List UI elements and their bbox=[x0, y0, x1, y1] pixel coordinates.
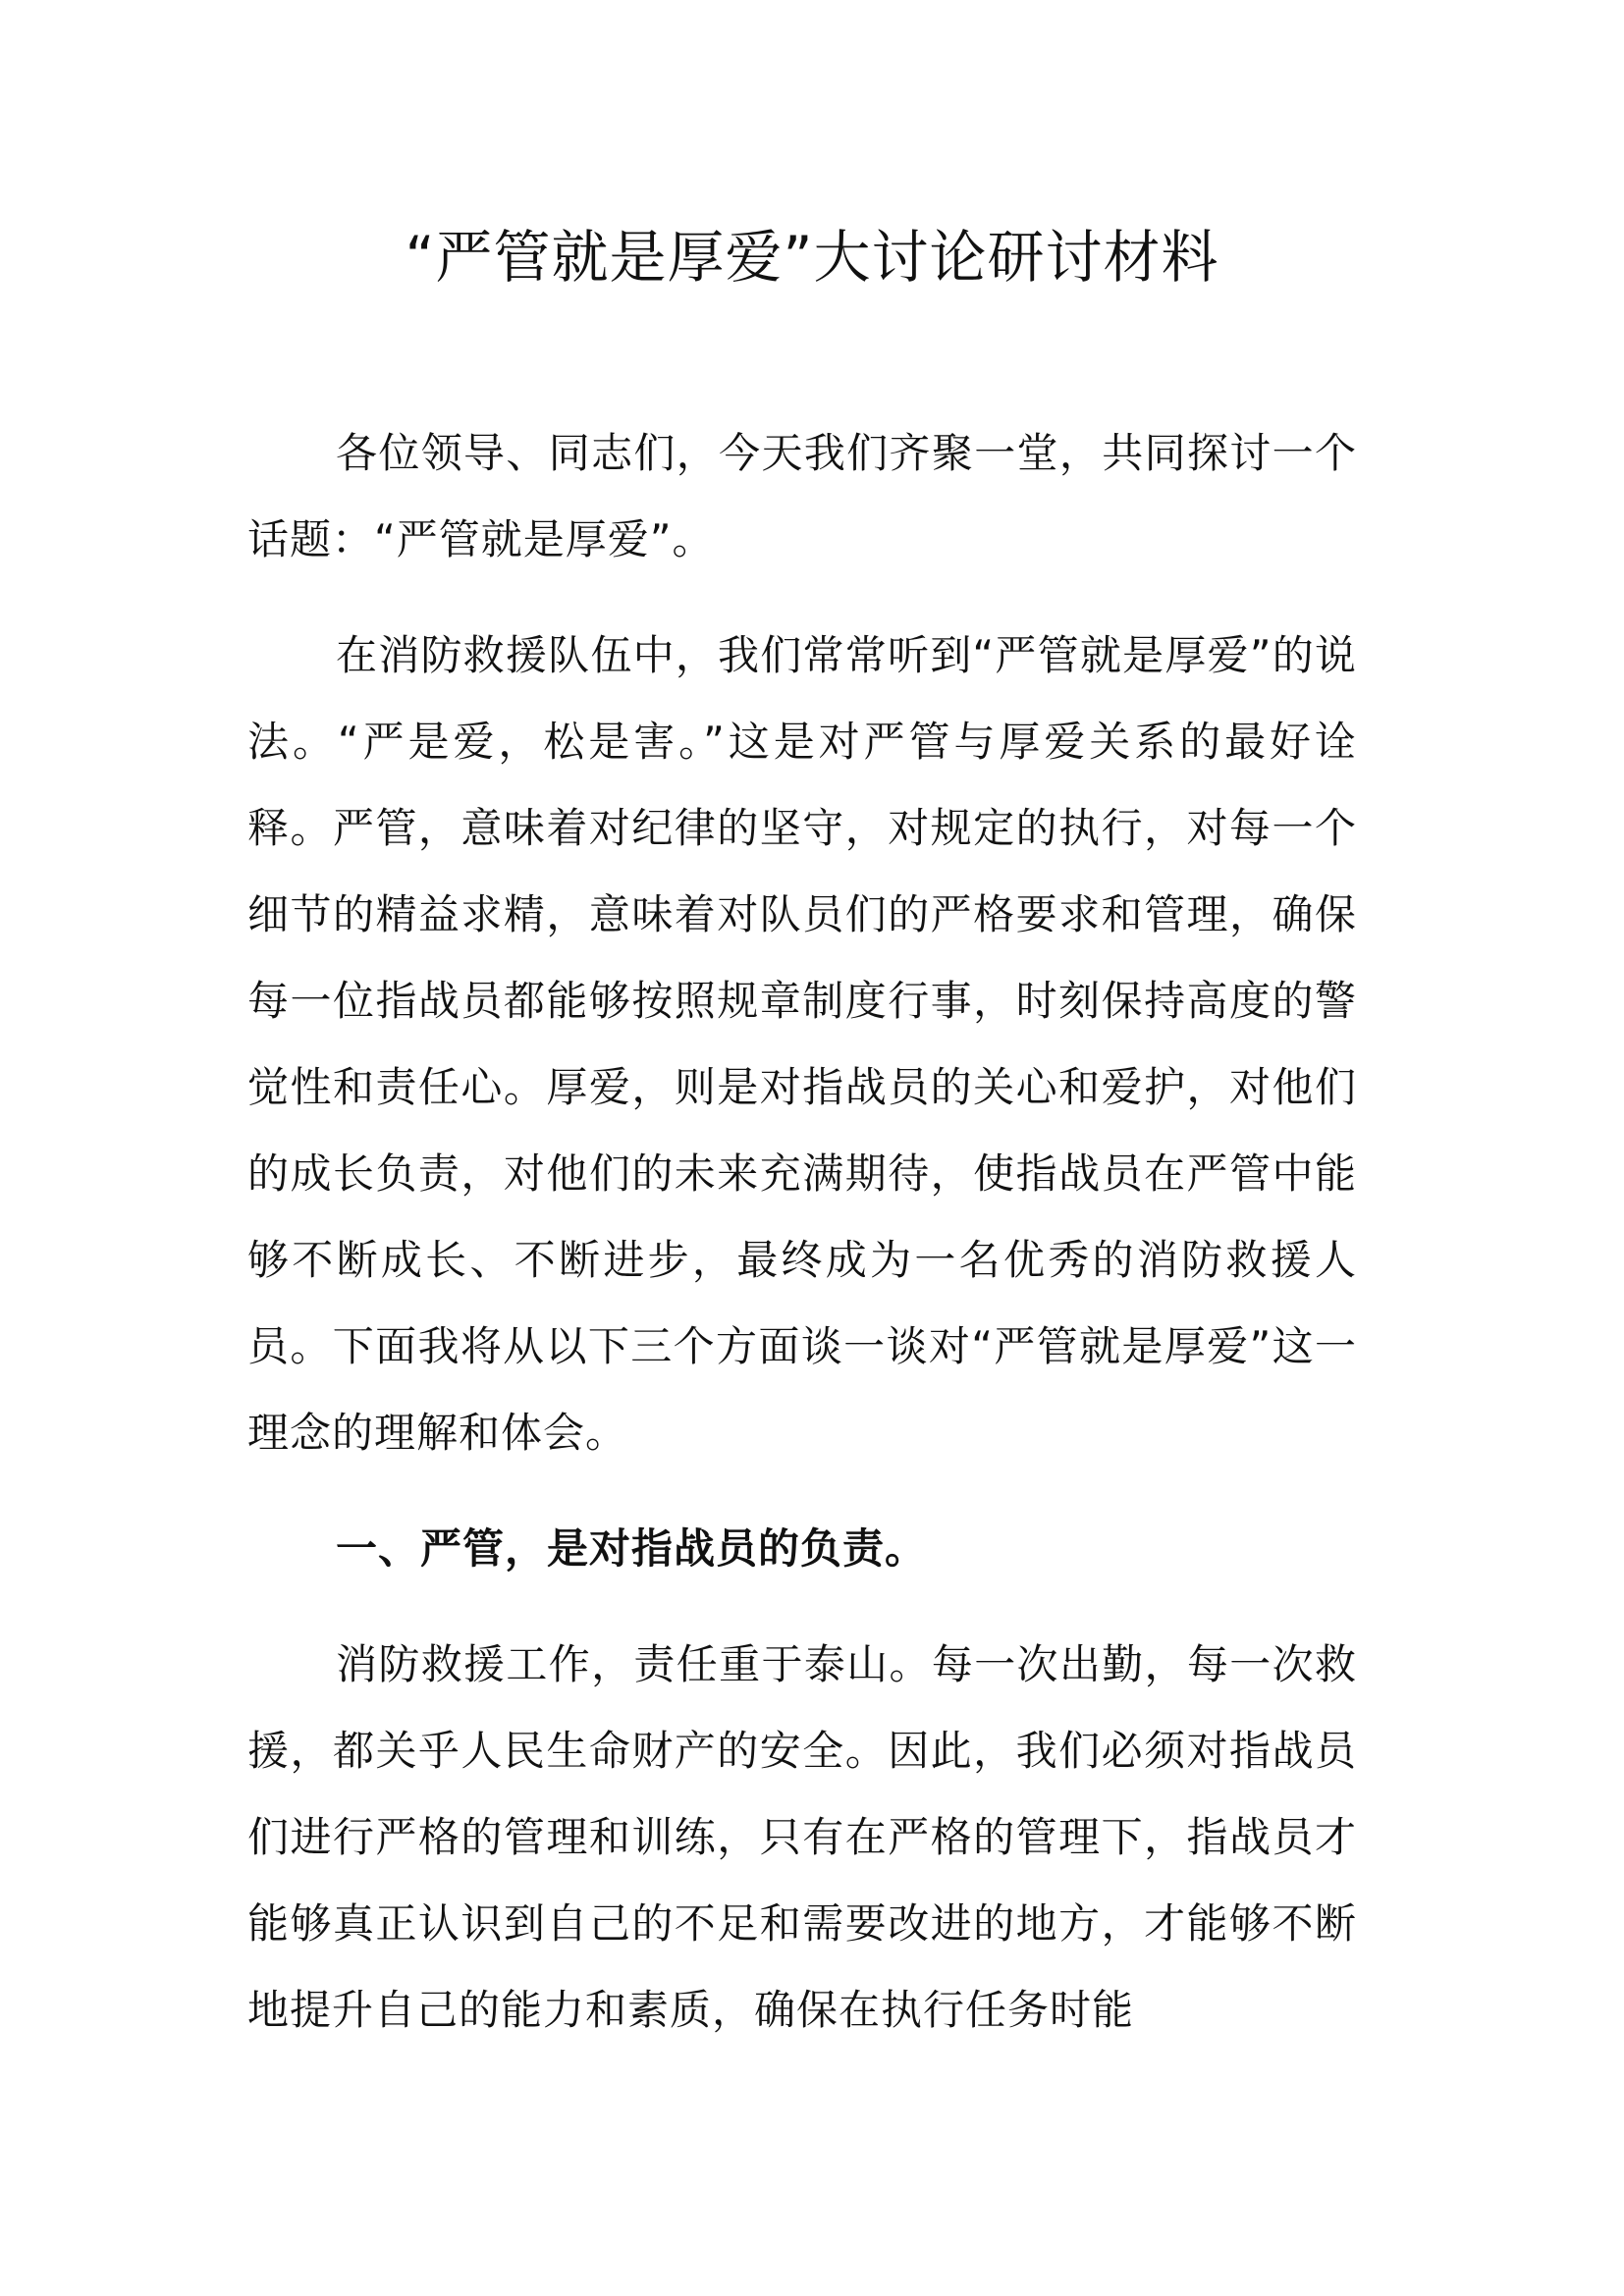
document-body bbox=[247, 410, 1357, 2083]
section-paragraph: 消防救援工作，责任重于泰山。每一次出勤，每一次救援，都关乎人民生命财产的安全。因此，我们必须对指战员们进行严格的管理和训练，只有在严格的管理下，指战员才能够真正认识到自己的不足和需要改进的地方，才能够不断地提升自己的能力和素质，确保在执行任务时能 bbox=[247, 1640, 1357, 2034]
section-heading: 一、严管，是对指战员的负责。 bbox=[336, 1524, 928, 1573]
document-title: “严管就是厚爱”大讨论研讨材料 bbox=[405, 224, 1219, 291]
intro-paragraph: 各位领导、同志们，今天我们齐聚一堂，共同探讨一个话题：“严管就是厚爱”。 bbox=[247, 429, 1357, 563]
body-paragraph: 在消防救援队伍中，我们常常听到“严管就是厚爱”的说法。“严是爱，松是害。”这是对严管与厚爱关系的最好诠释。严管，意味着对纪律的坚守，对规定的执行，对每一个细节的精益求精，意味着对队员们的严格要求和管理，确保每一位指战员都能够按照规章制度行事，时刻保持高度的警觉性和责任心。厚爱，则是对指战员的关心和爱护，对他们的成长负责，对他们的未来充满期待，使指战员在严管中能够不断成长、不断进步，最终成为一名优秀的消防救援人员。下面我将从以下三个方面谈一谈对“严管就是厚爱”这一理念的理解和体会。 bbox=[247, 631, 1357, 1457]
